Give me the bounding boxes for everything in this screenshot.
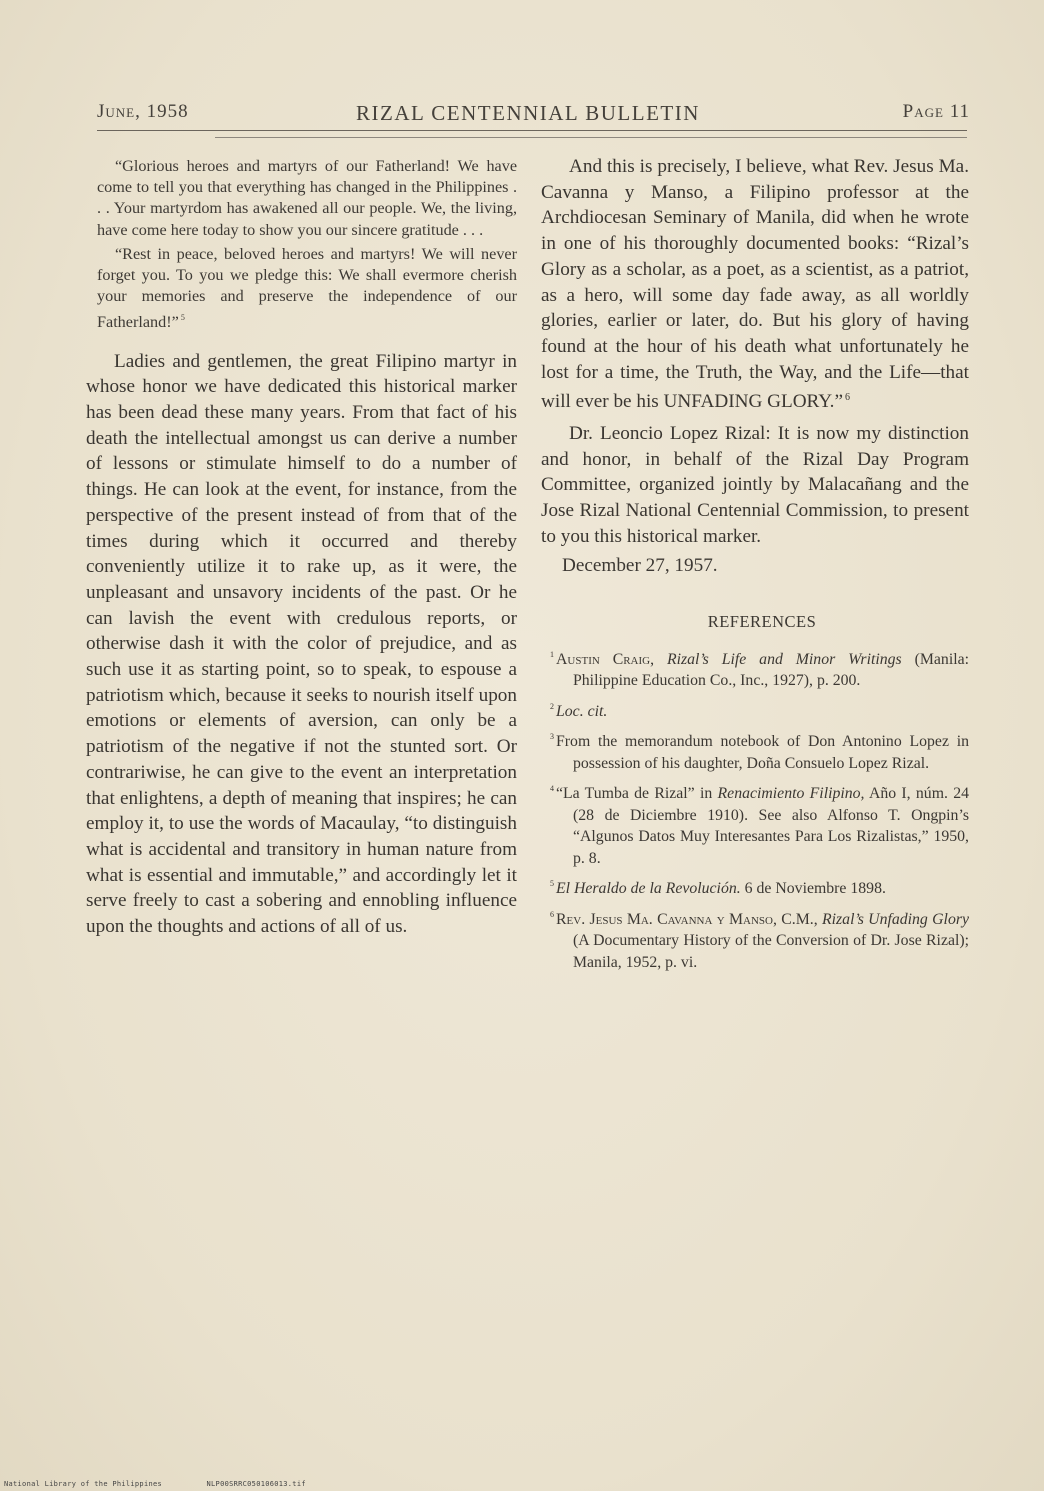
quote-paragraph: “Glorious heroes and martyrs of our Fatherland! We have come to tell you that everything has changed in the Philippines . . . Your martyrdom has awakened all our people. We, the living, have come here today to show you our sincere gratitude . . . — [97, 157, 517, 239]
reference-item: $^6$ Rev. Jesus Ma. Cavanna y Manso, C.M., Rizal’s Unfading Glory (A Documentary History of the Conversion of Dr. Jose Rizal); Manila, 1952, p. vi. — [550, 909, 969, 971]
reference-item: $^4$ “La Tumba de Rizal” in Renacimiento Filipino, Año I, núm. 24 (28 de Diciembre 1910). See also Alfonso T. Ongpin’s “Algunos Datos Muy Interesantes Para Los Rizalistas,” 1950, p. 8. — [550, 784, 970, 867]
closing-date: December 27, 1957. — [562, 554, 718, 576]
footnote-marker: 5 — [180, 313, 185, 323]
page-number: Page 11 — [902, 101, 970, 122]
publication-title: RIZAL CENTENNIAL BULLETIN — [356, 101, 700, 125]
reference-item: $^2$ Loc. cit. — [550, 701, 608, 720]
footnote-marker: 6 — [845, 392, 850, 404]
header-rule-secondary — [215, 137, 967, 138]
header-rule — [97, 130, 967, 131]
references-heading: REFERENCES — [707, 611, 817, 631]
scan-source: National Library of the Philippines — [4, 1480, 163, 1488]
left-column — [86, 150, 517, 940]
reference-item: $^3$ From the memorandum notebook of Don Antonino Lopez in possession of his daughter, Doña Consuelo Lopez Rizal. — [550, 732, 969, 772]
quote-paragraph: “Rest in peace, beloved heroes and martyrs! We will never forget you. To you we pledge this: We shall evermore cherish your memories and preserve the independence of our Fatherland!” $^5$ — [97, 244, 517, 332]
scan-footer — [4, 1480, 346, 1488]
body-paragraph: Dr. Leoncio Lopez Rizal: It is now my distinction and honor, in behalf of the Rizal Day Program Committee, organized jointly by Malacañang and the Jose Rizal National Centennial Commission, to present to you this historical marker. — [541, 423, 969, 547]
reference-item: $^5$ El Heraldo de la Revolución. 6 de Noviembre 1898. — [550, 879, 886, 898]
body-paragraph: And this is precisely, I believe, what Rev. Jesus Ma. Cavanna y Manso, a Filipino professor at the Archdiocesan Seminary of Manila, did when he wrote in one of his thoroughly documented books: “Rizal’s Glory as a scholar, as a poet, as a scientist, as a patriot, as a hero, will some day fade away, as all worldly glories, earlier or later, do. But his glory of having found at the hour of his death what unfortunately he lost for a time, the Truth, the Way, and the Life—that will ever be his UNFADING GLORY.” $^6$ — [541, 156, 969, 413]
right-column — [541, 150, 969, 977]
issue-date: June, 1958 — [97, 101, 189, 122]
scan-filename: NLP00SRRC050106013.tif — [206, 1480, 306, 1488]
reference-item: $^1$ Austin Craig, Rizal’s Life and Minor Writings (Manila: Philippine Education Co., Inc., 1927), p. 200. — [550, 649, 970, 690]
body-paragraph: Ladies and gentlemen, the great Filipino martyr in whose honor we have dedicated this historical marker has been dead these many years. From that fact of his death the intellectual amongst us can derive a number of lessons or stimulate himself to do a number of things. He can look at the event, for instance, from the perspective of the present instead of from that of the times during which it occurred and thereby conveniently utilize it to rake up, as it were, the unpleasant and unsavory incidents of the past. Or he can lavish the event with credulous reports, or otherwise dash it with the color of prejudice, and as such use it as starting point, so to speak, to espouse a patriotism which, because it seeks to nourish itself upon emotions or elements of aversion, can only be a patriotism of the negative if not the stunted sort. Or contrariwise, he can give to the event an interpretation that enlightens, a depth of meaning that inspires; he can employ it, to use the words of Macaulay, “to distinguish what is accidental and transitory in human nature from what is essential and immutable,” and accordingly let it serve freely to cast a sobering and ennobling influence upon the thoughts and actions of all of us. — [86, 350, 517, 938]
